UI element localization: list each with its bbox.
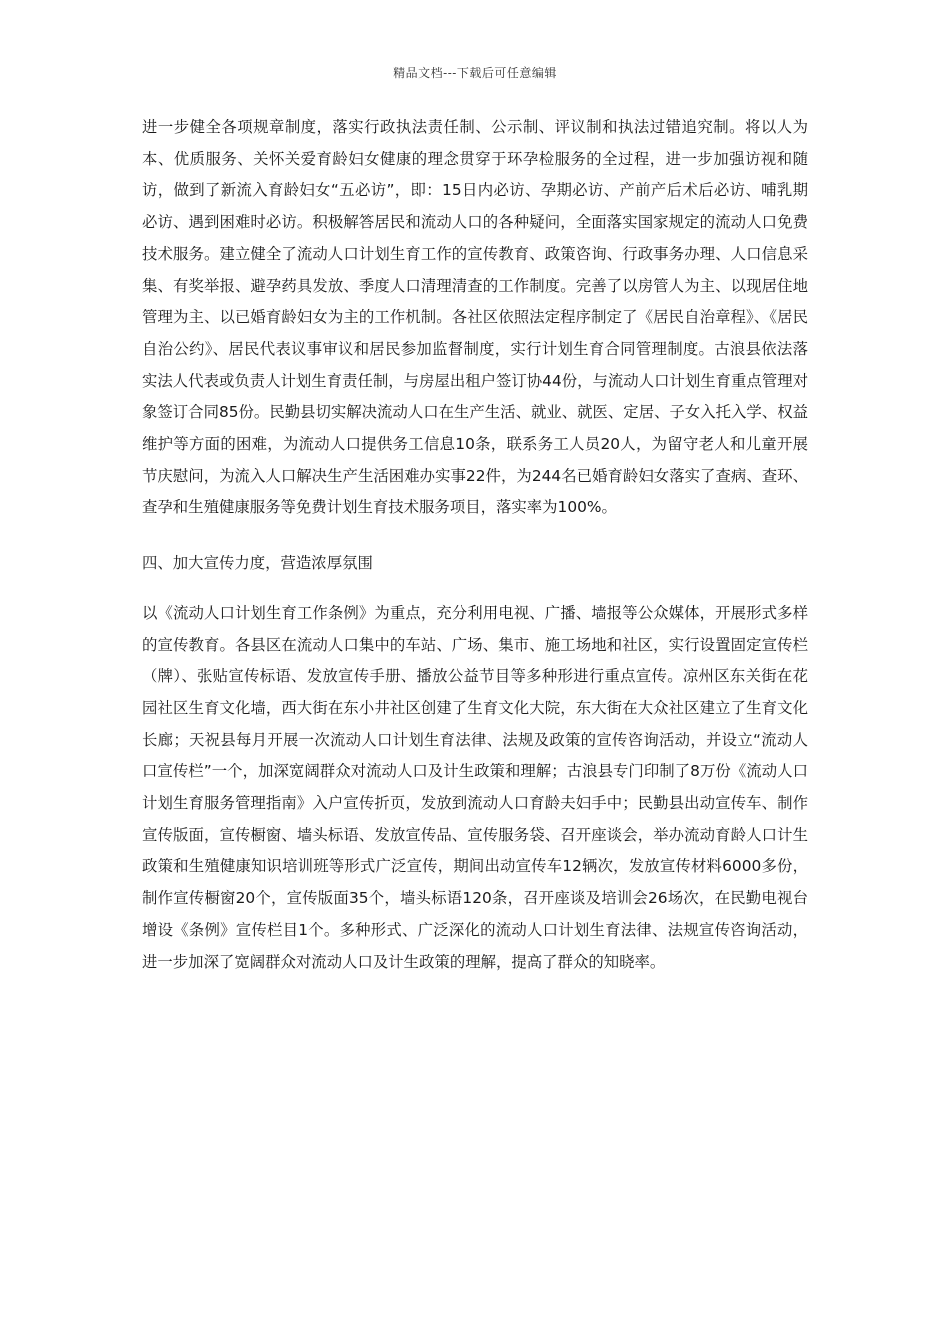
section-heading-4: 四、加大宣传力度，营造浓厚氛围 xyxy=(142,554,373,573)
page-header: 精品文档---下载后可任意编辑 xyxy=(393,66,557,80)
document-body xyxy=(142,112,808,978)
body-paragraph-2: 以《流动人口计划生育工作条例》为重点，充分利用电视、广播、墙报等公众媒体，开展形式多样的宣传教育。各县区在流动人口集中的车站、广场、集市、施工场地和社区，实行设置固定宣传栏（牌）、张贴宣传标语、发放宣传手册、播放公益节目等多种形进行重点宣传。凉州区东关街在花园社区生育文化墙，西大街在东小井社区创建了生育文化大院，东大街在大众社区建立了生育文化长廊；天祝县每月开展一次流动人口计划生育法律、法规及政策的宣传咨询活动，并设立“流动人口宣传栏”一个，加深宽阔群众对流动人口及计生政策和理解；古浪县专门印制了8万份《流动人口计划生育服务管理指南》入户宣传折页，发放到流动人口育龄夫妇手中；民勤县出动宣传车、制作宣传版面，宣传橱窗、墙头标语、发放宣传品、宣传服务袋、召开座谈会，举办流动育龄人口计生政策和生殖健康知识培训班等形式广泛宣传，期间出动宣传车12辆次，发放宣传材料6000多份，制作宣传橱窗20个，宣传版面35个，墙头标语120条，召开座谈及培训会26场次，在民勤电视台增设《条例》宣传栏目1个。多种形式、广泛深化的流动人口计划生育法律、法规宣传咨询活动，进一步加深了宽阔群众对流动人口及计生政策的理解，提高了群众的知晓率。 xyxy=(142,603,808,971)
body-paragraph-1: 进一步健全各项规章制度，落实行政执法责任制、公示制、评议制和执法过错追究制。将以人为本、优质服务、关怀关爱育龄妇女健康的理念贯穿于环孕检服务的全过程，进一步加强访视和随访，做到了新流入育龄妇女“五必访”，即：15日内必访、孕期必访、产前产后术后必访、哺乳期必访、遇到困难时必访。积极解答居民和流动人口的各种疑问，全面落实国家规定的流动人口免费技术服务。建立健全了流动人口计划生育工作的宣传教育、政策咨询、行政事务办理、人口信息采集、有奖举报、避孕药具发放、季度人口清理清查的工作制度。完善了以房管人为主、以现居住地管理为主、以已婚育龄妇女为主的工作机制。各社区依照法定程序制定了《居民自治章程》、《居民自治公约》、居民代表议事审议和居民参加监督制度，实行计划生育合同管理制度。古浪县依法落实法人代表或负责人计划生育责任制，与房屋出租户签订协44份，与流动人口计划生育重点管理对象签订合同85份。民勤县切实解决流动人口在生产生活、就业、就医、定居、子女入托入学、权益维护等方面的困难，为流动人口提供务工信息10条，联系务工人员20人，为留守老人和儿童开展节庆慰问，为流入人口解决生产生活困难办实事22件，为244名已婚育龄妇女落实了查病、查环、查孕和生殖健康服务等免费计划生育技术服务项目，落实率为100%。 xyxy=(142,118,808,517)
